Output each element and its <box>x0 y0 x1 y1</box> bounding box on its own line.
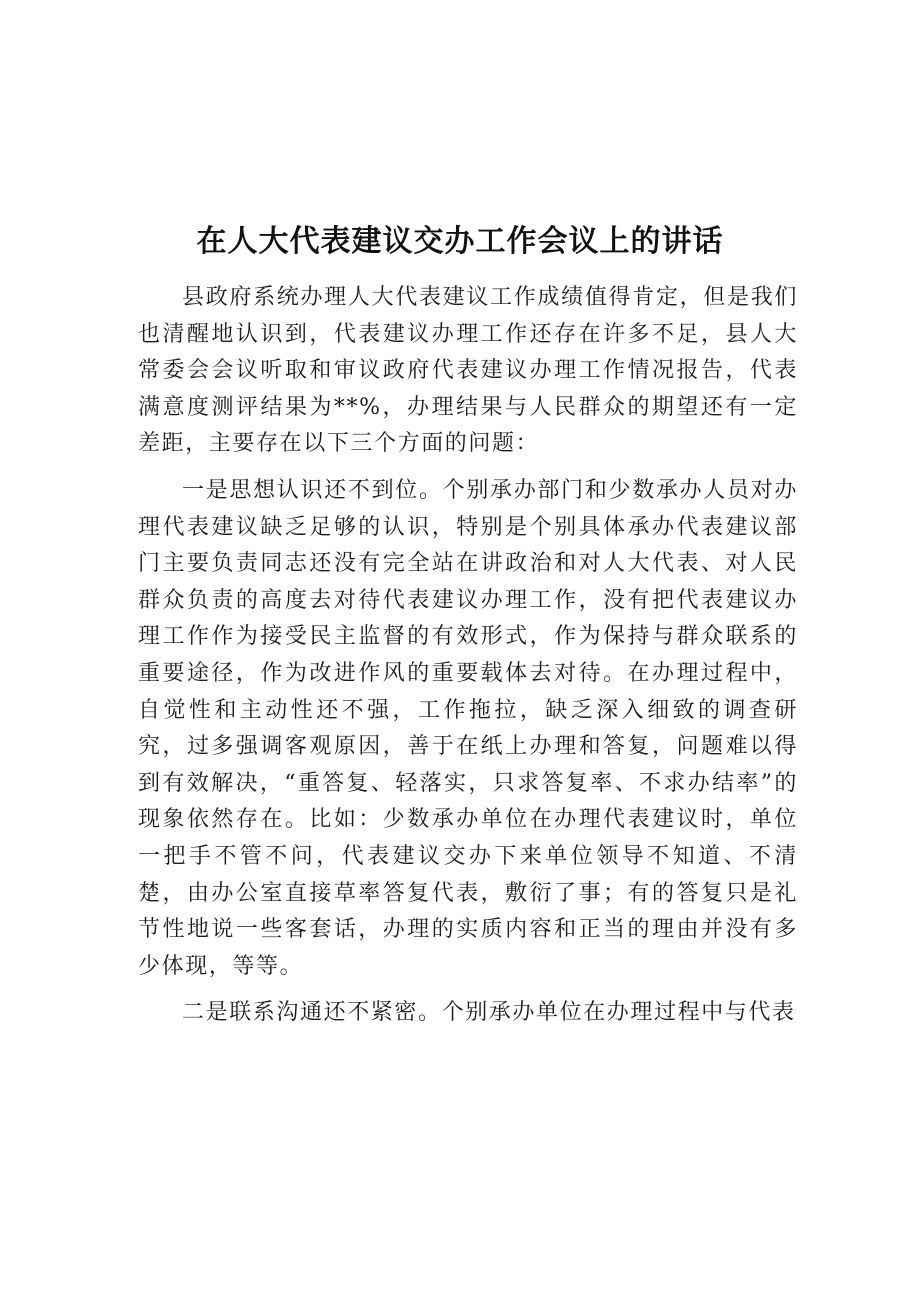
document-title: 在人大代表建议交办工作会议上的讲话 <box>196 224 724 259</box>
paragraph-intro: 县政府系统办理人大代表建议工作成绩值得肯定，但是我们也清醒地认识到，代表建议办理工作还存在许多不足，县人大常委会会议听取和审议政府代表建议办理工作情况报告，代表满意度测评结果为**%，办理结果与人民群众的期望还有一定差距，主要存在以下三个方面的问题： <box>138 285 798 457</box>
paragraph-issue-one: 一是思想认识还不到位。个别承办部门和少数承办人员对办理代表建议缺乏足够的认识，特别是个别具体承办代表建议部门主要负责同志还没有完全站在讲政治和对人大代表、对人民群众负责的高度去对待代表建议办理工作，没有把代表建议办理工作作为接受民主监督的有效形式，作为保持与群众联系的重要途径，作为改进作风的重要载体去对待。在办理过程中，自觉性和主动性还不强，工作拖拉，缺乏深入细致的调查研究，过多强调客观原因，善于在纸上办理和答复，问题难以得到有效解决，“重答复、轻落实，只求答复率、不求办结率”的现象依然存在。比如：少数承办单位在办理代表建议时，单位一把手不管不问，代表建议交办下来单位领导不知道、不清楚，由办公室直接草率答复代表，敷衍了事；有的答复只是礼节性地说一些客套话，办理的实质内容和正当的理由并没有多少体现，等等。 <box>138 477 798 979</box>
document-body <box>138 280 798 1042</box>
paragraph-issue-two: 二是联系沟通还不紧密。个别承办单位在办理过程中与代表 <box>182 1000 796 1026</box>
